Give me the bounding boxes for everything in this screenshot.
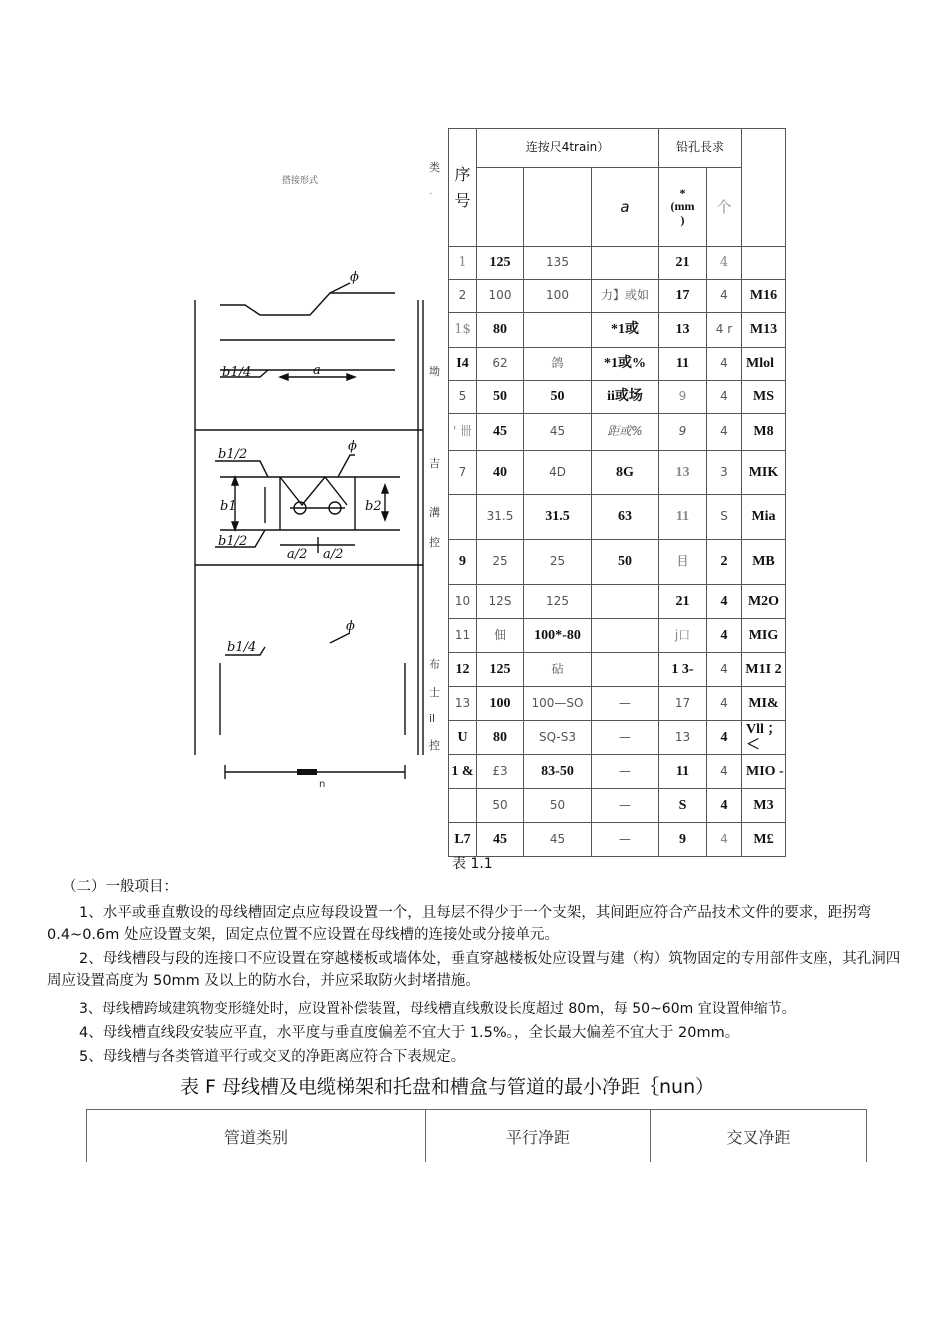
table-cell: 4	[707, 755, 742, 789]
table-cell: 13	[659, 721, 707, 755]
table-cell: 4	[707, 414, 742, 451]
header-a: a	[592, 168, 659, 247]
table-cell: 4	[707, 653, 742, 687]
paragraph-1: 1、水平或垂直敷设的母线槽固定点应每段设置一个，且每层不得少于一个支架，其间距应符合产品技术文件的要求，距拐弯 0.4~0.6m 处应设置支架，固定点位置不应设置在母线槽的连接处或分接单元。	[47, 905, 872, 943]
table-cell: MIO -	[742, 755, 786, 789]
table-cell: M£	[742, 823, 786, 857]
table-cell: ii或场	[592, 381, 659, 414]
table-cell: 45	[524, 414, 592, 451]
table-cell: M13	[742, 313, 786, 348]
table-cell: 45	[524, 823, 592, 857]
header-cell	[477, 168, 524, 247]
table-cell: 100	[477, 280, 524, 313]
side-label: 溝	[429, 506, 440, 519]
table-row	[449, 280, 786, 313]
table2-title: 表 F 母线槽及电缆梯架和托盘和槽盒与管道的最小净距｛nun）	[180, 1076, 715, 1098]
table-cell: M8	[742, 414, 786, 451]
table-cell: 45	[477, 823, 524, 857]
table-cell: S	[707, 495, 742, 540]
b2-label: b2	[365, 499, 382, 514]
table-cell: *1或%	[592, 348, 659, 381]
table-cell: 4	[707, 247, 742, 280]
table-row	[449, 414, 786, 451]
side-label: il	[429, 712, 436, 725]
table-cell: ' 卌	[449, 414, 477, 451]
table-cell: 17	[659, 687, 707, 721]
table-cell: 25	[524, 540, 592, 585]
table-cell: 4	[707, 823, 742, 857]
table-row	[449, 348, 786, 381]
table-row	[449, 585, 786, 619]
table-cell: 40	[477, 451, 524, 495]
b1-4-label-top: b1/4	[222, 365, 252, 380]
table-row	[449, 789, 786, 823]
table-cell: 13	[659, 451, 707, 495]
table-cell: 2	[449, 280, 477, 313]
table-cell: 5	[449, 381, 477, 414]
table-cell: 12	[449, 653, 477, 687]
table-cell: 9	[449, 540, 477, 585]
table-cell: Mlol	[742, 348, 786, 381]
side-label: 布	[429, 658, 440, 671]
side-label: ·	[429, 187, 433, 200]
table-cell: M2O	[742, 585, 786, 619]
table-cell: 50	[592, 540, 659, 585]
section-heading: （二）一般项目：	[62, 879, 178, 895]
b1-label: b1	[220, 499, 237, 514]
table-cell: 2	[707, 540, 742, 585]
header-connect-size: 连按尺4train）	[477, 129, 659, 168]
table-row	[449, 451, 786, 495]
table-cell: 125	[524, 585, 592, 619]
table-cell: —	[592, 823, 659, 857]
drawing-bottom-mark: n	[319, 779, 326, 790]
table-cell: MIG	[742, 619, 786, 653]
table-cell: 力】或如	[592, 280, 659, 313]
table-cell: 佃	[477, 619, 524, 653]
table-cell: 距或%	[592, 414, 659, 451]
table-cell: S	[659, 789, 707, 823]
b1-2-label-top: b1/2	[218, 447, 248, 462]
table-cell: 目	[659, 540, 707, 585]
table-cell: 12S	[477, 585, 524, 619]
side-label: 坳	[429, 365, 440, 378]
table-cell: 9	[659, 823, 707, 857]
table-cell: Vll ；＜	[742, 721, 786, 755]
table-cell: 63	[592, 495, 659, 540]
table-cell: SQ-S3	[524, 721, 592, 755]
table-cell: 31.5	[477, 495, 524, 540]
table-cell	[742, 247, 786, 280]
table-row	[449, 687, 786, 721]
paragraph-5: 5、母线槽与各类管道平行或交叉的净距离应符合下表规定。	[79, 1049, 466, 1065]
header-phi: * (mm )	[659, 168, 707, 247]
table-cell: 11	[659, 755, 707, 789]
table-cell	[592, 619, 659, 653]
header-hole-req: 铅孔長求	[659, 129, 742, 168]
table-row	[449, 381, 786, 414]
table-cell: 11	[449, 619, 477, 653]
table-cell: j口	[659, 619, 707, 653]
table-cell: 9	[659, 381, 707, 414]
table-cell: 50	[524, 789, 592, 823]
table-cell: 125	[477, 653, 524, 687]
pipe-clearance-table	[86, 1109, 867, 1162]
table-row	[449, 619, 786, 653]
table-cell: 9	[659, 414, 707, 451]
table-row	[449, 540, 786, 585]
table-cell: 100—SO	[524, 687, 592, 721]
table-cell	[524, 313, 592, 348]
header-seq: 序号	[449, 129, 477, 247]
paragraph-2: 2、母线槽段与段的连接口不应设置在穿越楼板或墙体处，垂直穿越楼板处应设置与建（构）筑物固定的专用部件支座，其孔洞四周应设置高度为 50mm 及以上的防水台，并应采取防火封堵措施。	[47, 951, 901, 989]
phi-label-3: ϕ	[346, 619, 355, 634]
table-cell: 80	[477, 721, 524, 755]
side-label: 吉	[429, 457, 440, 470]
table-cell	[449, 789, 477, 823]
side-label: 类	[429, 161, 440, 174]
table-cell: 10	[449, 585, 477, 619]
busbar-connection-drawing	[180, 165, 450, 795]
table-cell	[592, 653, 659, 687]
table-cell: 100	[524, 280, 592, 313]
table-cell: 13	[449, 687, 477, 721]
table-cell: 13	[659, 313, 707, 348]
a-2-label-right: a/2	[323, 547, 344, 562]
side-label: 控	[429, 739, 440, 752]
table-cell: 62	[477, 348, 524, 381]
table-cell: L7	[449, 823, 477, 857]
table-cell: 4	[707, 789, 742, 823]
table-cell: 鸽	[524, 348, 592, 381]
table-cell: 1 &	[449, 755, 477, 789]
table-cell: 3	[707, 451, 742, 495]
table-cell: —	[592, 755, 659, 789]
table-cell: 4D	[524, 451, 592, 495]
b1-2-label-bottom: b1/2	[218, 534, 248, 549]
a-2-label-left: a/2	[287, 547, 308, 562]
table-cell: MB	[742, 540, 786, 585]
table-row	[449, 313, 786, 348]
phi-label-1: ϕ	[350, 270, 359, 285]
table-cell: 4	[707, 381, 742, 414]
side-label: 士	[429, 686, 440, 699]
table-row	[449, 755, 786, 789]
table-cell: 4	[707, 721, 742, 755]
table-cell	[592, 247, 659, 280]
table-cell: 8G	[592, 451, 659, 495]
table-cell: 50	[524, 381, 592, 414]
header-pipe-type: 管道类别	[87, 1110, 426, 1163]
table-cell: 83-50	[524, 755, 592, 789]
table-cell: 45	[477, 414, 524, 451]
table-cell: —	[592, 789, 659, 823]
table-row	[449, 653, 786, 687]
table-cell: MS	[742, 381, 786, 414]
table-cell: —	[592, 687, 659, 721]
table-row	[449, 721, 786, 755]
table-cell: 80	[477, 313, 524, 348]
table-row	[449, 247, 786, 280]
table-cell: 21	[659, 247, 707, 280]
table-cell: 21	[659, 585, 707, 619]
table-cell: 4	[707, 687, 742, 721]
table-cell: 17	[659, 280, 707, 313]
side-label: 控	[429, 536, 440, 549]
table-cell: 4	[707, 348, 742, 381]
table-cell: MI&	[742, 687, 786, 721]
table-cell	[592, 585, 659, 619]
table-cell: U	[449, 721, 477, 755]
table-cell: *1或	[592, 313, 659, 348]
table-cell: M3	[742, 789, 786, 823]
table-cell: 50	[477, 789, 524, 823]
header-cell	[524, 168, 592, 247]
table-cell: 4 r	[707, 313, 742, 348]
table-cell	[449, 495, 477, 540]
table-cell: 1$	[449, 313, 477, 348]
table-cell: 50	[477, 381, 524, 414]
table-cell: 砧	[524, 653, 592, 687]
table-cell: 135	[524, 247, 592, 280]
paragraph-3: 3、母线槽跨域建筑物变形缝处时，应设置补偿装置，母线槽直线敷设长度超过 80m，每 50~60m 宜设置伸缩节。	[79, 1001, 796, 1017]
table-cell: M1I 2	[742, 653, 786, 687]
table-cell: 31.5	[524, 495, 592, 540]
table-cell: I4	[449, 348, 477, 381]
phi-label-2: ϕ	[348, 439, 357, 454]
busbar-overlap-spec-table	[448, 128, 786, 857]
header-count: 个	[707, 168, 742, 247]
table-cell: MIK	[742, 451, 786, 495]
table-cell: 100	[477, 687, 524, 721]
a-label: a	[313, 363, 321, 378]
b1-4-label-bottom: b1/4	[227, 640, 257, 655]
drawing-scan-label: 搭接形式	[282, 176, 319, 186]
table-cell: 100*-80	[524, 619, 592, 653]
table-cell: 25	[477, 540, 524, 585]
table-row	[449, 823, 786, 857]
header-cross-distance: 交叉净距	[651, 1110, 867, 1163]
table-row	[449, 495, 786, 540]
table-cell: 7	[449, 451, 477, 495]
header-parallel-distance: 平行净距	[426, 1110, 651, 1163]
table-cell: M16	[742, 280, 786, 313]
header-blank	[742, 129, 786, 247]
table-cell: 11	[659, 348, 707, 381]
table-cell: 125	[477, 247, 524, 280]
table-cell: 4	[707, 585, 742, 619]
paragraph-4: 4、母线槽直线段安装应平直，水平度与垂直度偏差不宜大于 1.5%。，全长最大偏差不宜大于 20mm。	[79, 1025, 740, 1041]
table-cell: 1 3-	[659, 653, 707, 687]
table-cell: 4	[707, 280, 742, 313]
table-cell: —	[592, 721, 659, 755]
table-cell: 4	[707, 619, 742, 653]
table-caption: 表 1.1	[452, 856, 493, 872]
table-cell: 1	[449, 247, 477, 280]
table-cell: £3	[477, 755, 524, 789]
table-cell: 11	[659, 495, 707, 540]
table-cell: Mia	[742, 495, 786, 540]
